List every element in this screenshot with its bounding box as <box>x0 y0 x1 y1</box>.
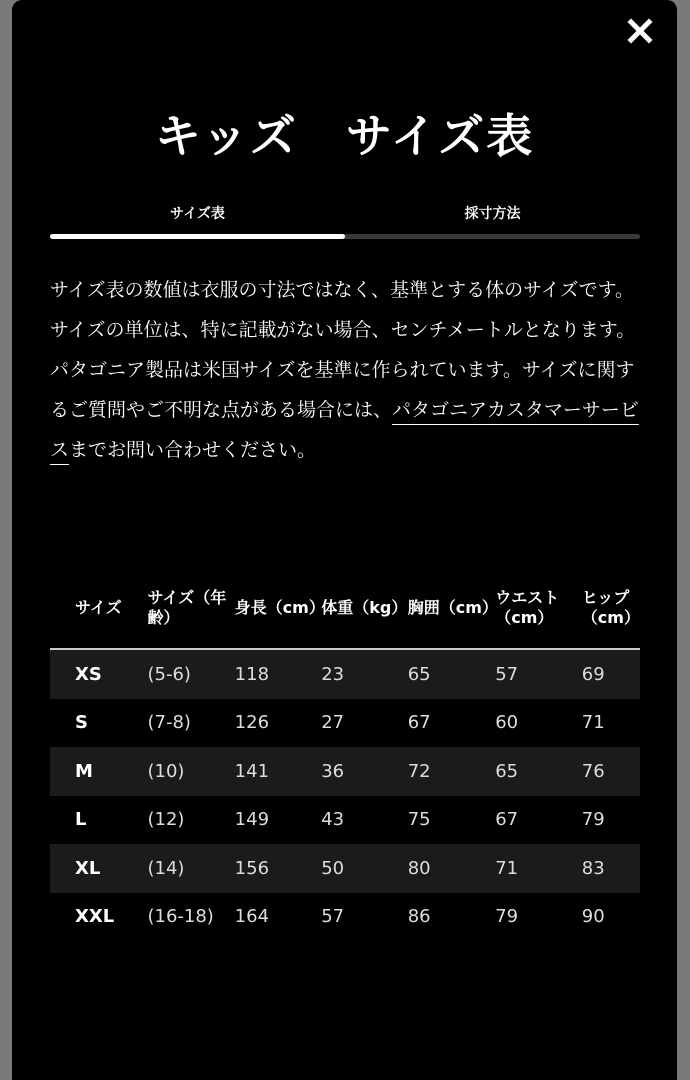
table-cell: 65 <box>495 747 582 796</box>
table-cell: 141 <box>235 747 322 796</box>
tab-indicator-track <box>50 234 640 239</box>
table-cell: 57 <box>495 649 582 699</box>
table-row <box>50 893 640 942</box>
size-chart-modal <box>12 0 677 1080</box>
table-cell: 69 <box>582 649 640 699</box>
table-row <box>50 796 640 845</box>
table-row <box>50 699 640 748</box>
table-cell: 50 <box>321 844 407 893</box>
table-cell: 67 <box>407 712 431 734</box>
table-body <box>50 649 640 941</box>
description-paragraph: サイズの単位は、特に記載がない場合、センチメートルとなります。 <box>50 319 636 341</box>
column-header: サイズ <box>50 568 147 649</box>
column-header: 体重（kg） <box>321 568 407 649</box>
table-cell: (14) <box>147 844 234 893</box>
size-label: S <box>75 712 88 734</box>
column-header: サイズ（年齢） <box>147 568 234 649</box>
table-header-row <box>50 568 640 649</box>
customer-service-link[interactable]: パタゴニアカスタマーサービス <box>50 399 639 461</box>
table-cell: 75 <box>407 809 431 831</box>
table-cell: (10) <box>147 747 234 796</box>
size-table <box>50 568 640 941</box>
table-cell: 83 <box>582 844 640 893</box>
size-label: M <box>50 747 147 796</box>
table-cell: 80 <box>408 844 496 893</box>
size-label: L <box>75 809 87 831</box>
table-cell: 71 <box>581 712 605 734</box>
table-cell: 79 <box>581 809 605 831</box>
size-label: XXL <box>75 906 115 928</box>
table-cell: (16-18) <box>147 906 214 928</box>
table-row <box>50 649 640 699</box>
size-label: XS <box>50 649 147 699</box>
size-label: XL <box>50 844 147 893</box>
table-cell: 60 <box>495 712 519 734</box>
table-cell: 71 <box>495 844 582 893</box>
table-cell: 79 <box>495 906 519 928</box>
column-header: 身長（cm） <box>235 568 322 649</box>
table-cell: 72 <box>408 747 496 796</box>
table-cell: 36 <box>321 747 407 796</box>
description <box>50 270 642 470</box>
description-paragraph <box>50 350 642 470</box>
description-text: までお問い合わせください。 <box>69 439 317 461</box>
table-cell: 118 <box>235 649 322 699</box>
table-cell: 156 <box>235 844 322 893</box>
column-header: ウエスト（cm） <box>495 568 582 649</box>
tab-indicator <box>50 234 345 239</box>
table-cell: 57 <box>321 906 345 928</box>
table-cell: 126 <box>234 712 270 734</box>
table-cell: (7-8) <box>147 712 191 734</box>
close-icon[interactable] <box>625 16 655 46</box>
table-cell: 27 <box>321 712 345 734</box>
table-cell: 164 <box>234 906 270 928</box>
column-header: 胸囲（cm） <box>408 568 496 649</box>
table-cell: 86 <box>407 906 431 928</box>
table-cell: 65 <box>408 649 496 699</box>
modal-title: キッズ サイズ表 <box>154 109 535 163</box>
table-row <box>50 844 640 893</box>
table-cell: 67 <box>495 809 519 831</box>
table-cell: (12) <box>147 809 185 831</box>
table-cell: 43 <box>321 809 345 831</box>
tab-size-chart[interactable]: サイズ表 <box>170 206 225 222</box>
tab-measuring-guide[interactable]: 採寸方法 <box>464 206 521 222</box>
table-cell: (5-6) <box>147 649 234 699</box>
description-paragraph: サイズ表の数値は衣服の寸法ではなく、基準とする体のサイズです。 <box>50 279 635 301</box>
column-header: ヒップ（cm） <box>582 568 640 649</box>
description-text: パタゴニア製品は米国サイズを基準に作られています。サイズに関するご質問やご不明な点がある場合には、 <box>50 359 635 421</box>
table-cell: 76 <box>582 747 640 796</box>
table-cell: 23 <box>321 649 407 699</box>
tab-bar <box>50 203 640 239</box>
table-cell: 149 <box>234 809 270 831</box>
table-row <box>50 747 640 796</box>
table-cell: 90 <box>581 906 605 928</box>
